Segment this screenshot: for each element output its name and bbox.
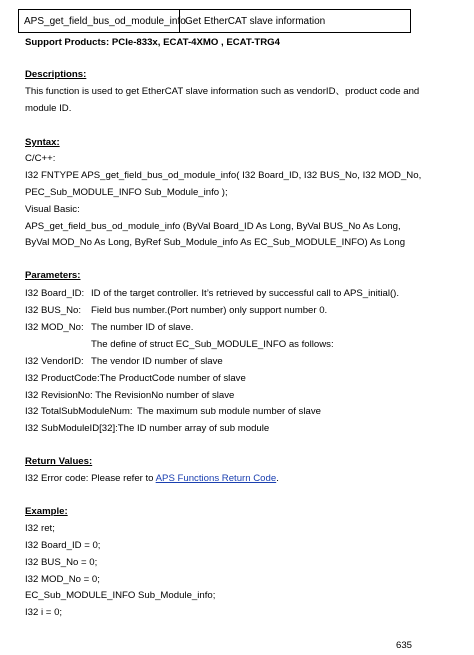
param-mod-no-name: I32 MOD_No: [25, 322, 84, 333]
return-values-line [25, 473, 279, 485]
syntax-c-label: C/C++: [25, 153, 56, 164]
param-board-id-desc: ID of the target controller. It’s retrieved by successful call to APS_initial(). [91, 288, 400, 299]
syntax-vb-label: Visual Basic: [25, 204, 80, 215]
example-line-3: I32 BUS_No = 0; [25, 557, 98, 568]
return-code-link[interactable]: APS Functions Return Code [155, 473, 277, 484]
param-board-id-name: I32 Board_ID: [25, 288, 85, 299]
page-number: 635 [396, 640, 413, 651]
syntax-vb-line-1: APS_get_field_bus_od_module_info (ByVal Board_ID As Long, ByVal BUS_No As Long, [25, 221, 401, 232]
example-line-5: EC_Sub_MODULE_INFO Sub_Module_info; [25, 590, 216, 601]
struct-note: The define of struct EC_Sub_MODULE_INFO as follows: [91, 339, 334, 350]
example-heading: Example: [25, 506, 68, 517]
param-revision-no: I32 RevisionNo: The RevisionNo number of slave [25, 390, 235, 401]
return-values-prefix: I32 Error code: Please refer to [25, 473, 156, 484]
syntax-heading: Syntax: [25, 137, 60, 148]
return-values-suffix: . [276, 473, 279, 484]
param-mod-no-desc: The number ID of slave. [91, 322, 194, 333]
description-line-2: module ID. [25, 103, 72, 114]
function-header-table [18, 9, 411, 33]
syntax-c-line-2: PEC_Sub_MODULE_INFO Sub_Module_info ); [25, 187, 228, 198]
parameters-heading: Parameters: [25, 270, 81, 281]
function-description-cell: Get EtherCAT slave information [185, 15, 326, 27]
param-product-code: I32 ProductCode:The ProductCode number of slave [25, 373, 246, 384]
descriptions-heading: Descriptions: [25, 69, 87, 80]
return-values-heading: Return Values: [25, 456, 93, 467]
description-line-1: This function is used to get EtherCAT slave information such as vendorID、product code and [25, 86, 420, 97]
example-line-2: I32 Board_ID = 0; [25, 540, 101, 551]
syntax-vb-line-2: ByVal MOD_No As Long, ByRef Sub_Module_info As EC_Sub_MODULE_INFO) As Long [25, 237, 406, 248]
function-name-cell: APS_get_field_bus_od_module_info [19, 10, 180, 32]
example-line-6: I32 i = 0; [25, 607, 63, 618]
param-vendor-name: I32 VendorID: [25, 356, 84, 367]
param-bus-no-name: I32 BUS_No: [25, 305, 81, 316]
example-line-4: I32 MOD_No = 0; [25, 574, 100, 585]
param-vendor-desc: The vendor ID number of slave [91, 356, 223, 367]
param-total-desc: The maximum sub module number of slave [137, 406, 321, 417]
param-sub-module-id: I32 SubModuleID[32]:The ID number array of sub module [25, 423, 270, 434]
support-products: Support Products: PCIe-833x, ECAT-4XMO , ECAT-TRG4 [25, 37, 280, 48]
syntax-c-line-1: I32 FNTYPE APS_get_field_bus_od_module_info( I32 Board_ID, I32 BUS_No, I32 MOD_No, [25, 170, 422, 181]
param-bus-no-desc: Field bus number.(Port number) only support number 0. [91, 305, 328, 316]
example-line-1: I32 ret; [25, 523, 55, 534]
param-total-name: I32 TotalSubModuleNum: [25, 406, 133, 417]
